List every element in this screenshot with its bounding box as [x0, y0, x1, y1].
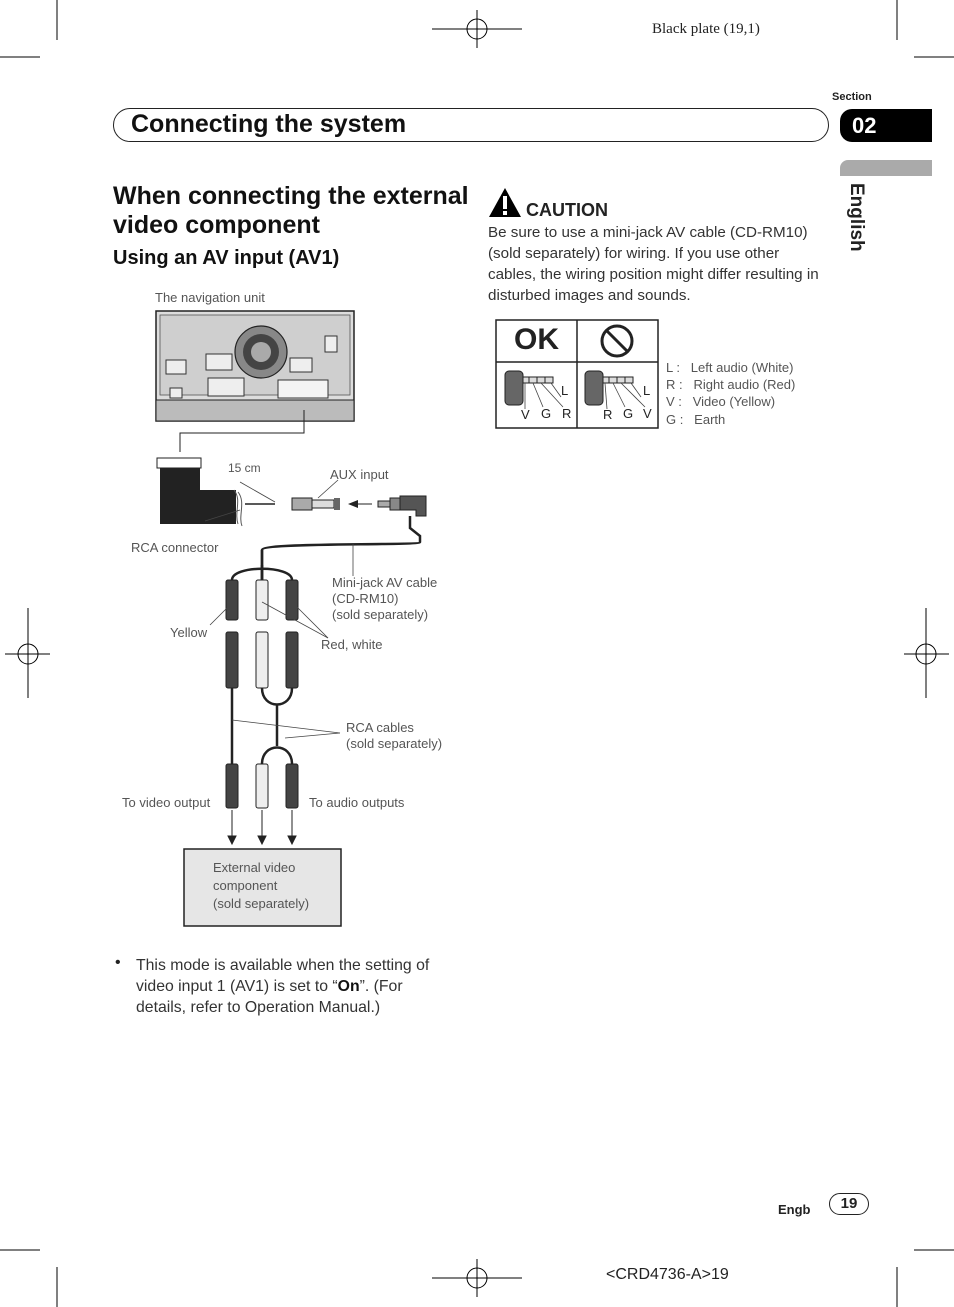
ext-component-label-3: (sold separately)	[213, 896, 310, 911]
legend-left-audio: L : Left audio (White)	[666, 360, 794, 375]
ok-plug-letter-l: L	[561, 383, 569, 398]
to-video-output-label: To video output	[122, 795, 211, 810]
bullet-text-before: This mode is available when the setting of video input 1 (AV1) is set to “	[136, 957, 430, 995]
bullet-bold-value: On	[337, 978, 360, 995]
subheading: Using an AV input (AV1)	[113, 247, 340, 269]
red-white-label: Red, white	[321, 637, 383, 652]
aux-input-label: AUX input	[330, 467, 389, 482]
section-number: 02	[840, 109, 932, 142]
legend-video: V : Video (Yellow)	[666, 394, 776, 409]
minijack-label-2: (CD-RM10)	[332, 591, 399, 606]
section-label: Section	[832, 91, 872, 103]
navigation-unit-illustration	[156, 311, 354, 452]
rca-cables-label-2: (sold separately)	[346, 736, 443, 751]
legend-right-audio: R : Right audio (Red)	[666, 377, 796, 392]
language-label: English	[846, 183, 867, 252]
language-tab	[840, 160, 932, 176]
caution-text: Be sure to use a mini-jack AV cable (CD-RM10) (sold separately) for wiring. If you use other cables, the wiring position might differ resulting in disturbed images and sounds.	[488, 224, 819, 304]
minijack-label-1: Mini-jack AV cable	[332, 575, 438, 590]
nav-unit-label: The navigation unit	[155, 290, 265, 305]
caution-title: CAUTION	[526, 200, 608, 220]
minijack-label-3: (sold separately)	[332, 607, 429, 622]
legend-earth: G : Earth	[666, 412, 726, 427]
ng-plug-letter-r: R	[603, 407, 613, 422]
footer-code: <CRD4736-A>19	[606, 1266, 729, 1283]
yellow-label: Yellow	[170, 625, 208, 640]
footer-language: Engb	[778, 1202, 811, 1217]
rca-connector-label: RCA connector	[131, 540, 219, 555]
page-title: When connecting the external video component	[113, 182, 469, 239]
bullet-note	[136, 955, 446, 1018]
cable-length-label: 15 cm	[228, 461, 261, 475]
ok-label: OK	[514, 323, 559, 356]
ng-plug-letter-l: L	[643, 383, 651, 398]
plate-label: Black plate (19,1)	[652, 21, 760, 37]
ext-component-label-1: External video	[213, 860, 296, 875]
bullet-text-after: ”. (For details, refer to Operation Manual.)	[136, 978, 403, 1016]
ok-plug-letter-r: R	[562, 406, 572, 421]
ng-plug-letter-g: G	[623, 406, 634, 421]
ext-component-label-2: component	[213, 878, 278, 893]
minijack-cable-split	[232, 550, 292, 580]
bullet-dot: •	[115, 954, 121, 971]
to-audio-outputs-label: To audio outputs	[309, 795, 405, 810]
header-title: Connecting the system	[131, 110, 407, 138]
ng-plug-letter-v: V	[643, 406, 652, 421]
warning-icon	[488, 187, 522, 218]
aux-plug-illustration	[262, 480, 426, 580]
page-number: 19	[829, 1193, 869, 1215]
ok-plug-letter-g: G	[541, 406, 552, 421]
rca-cables-label-1: RCA cables	[346, 720, 414, 735]
ok-plug-letter-v: V	[521, 407, 530, 422]
